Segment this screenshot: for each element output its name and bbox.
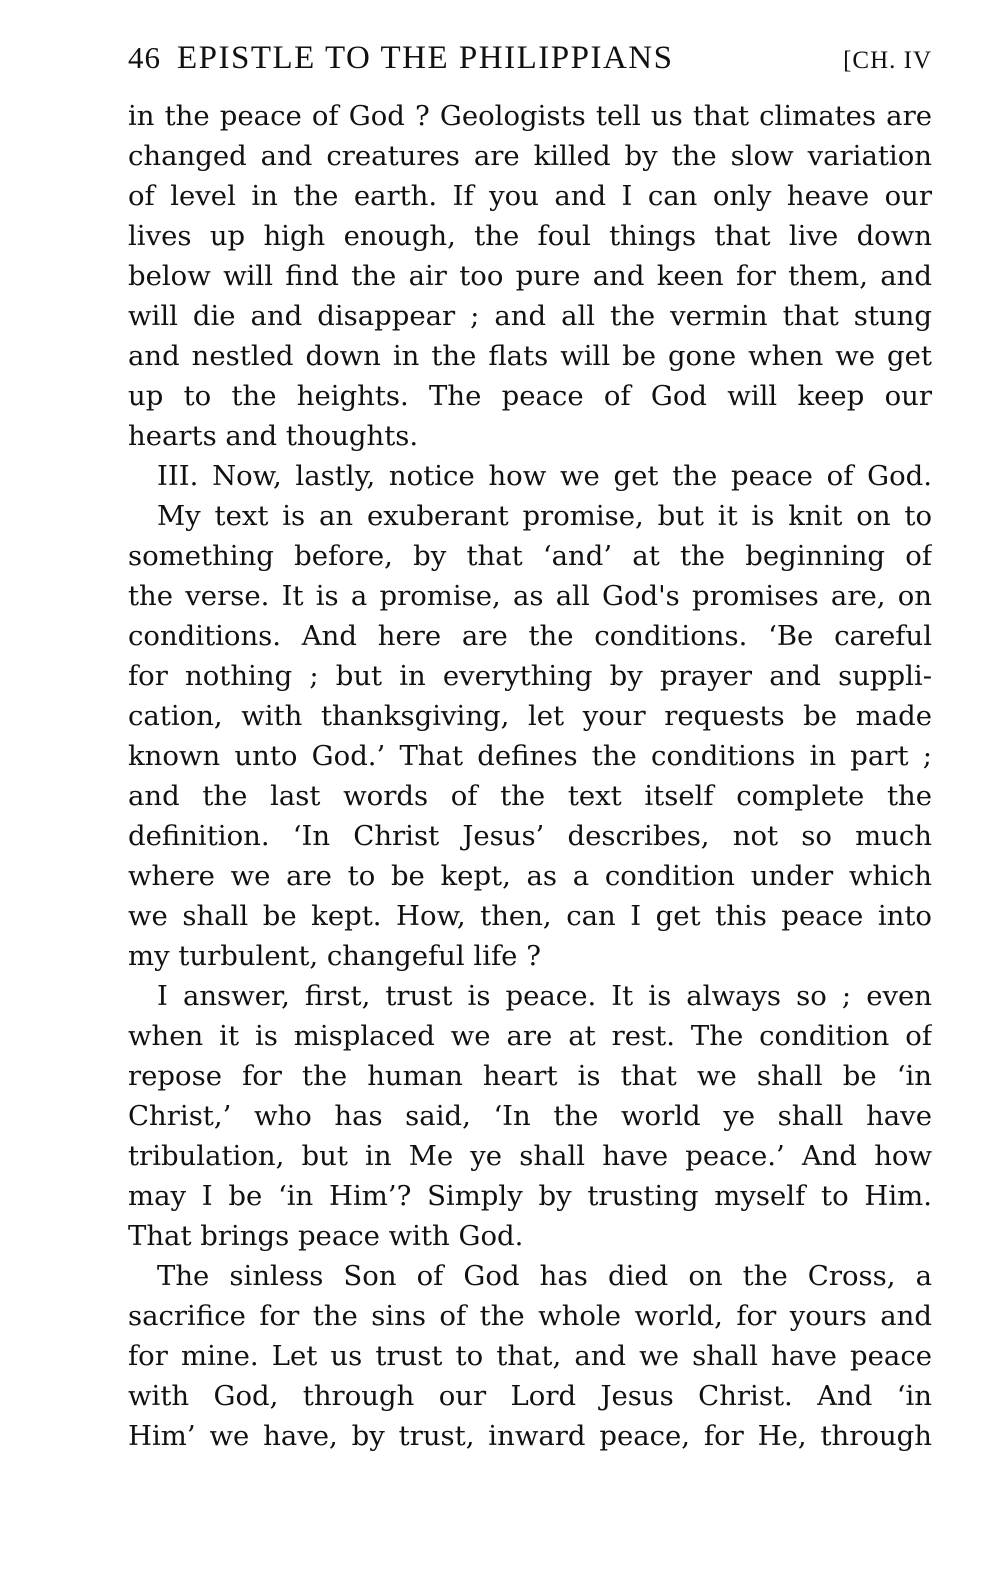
text-line: repose for the human heart is that we shall be ‘in bbox=[128, 1060, 932, 1092]
text-line: where we are to be kept, as a condition under which bbox=[128, 860, 932, 892]
text-line: with God, through our Lord Jesus Christ. And ‘in bbox=[128, 1380, 932, 1412]
book-page bbox=[128, 40, 932, 1456]
paragraph-first-line: My text is an exuberant promise, but it is knit on to bbox=[157, 500, 932, 532]
text-line: will die and disappear ; and all the vermin that stung bbox=[128, 300, 932, 332]
text-line: hearts and thoughts. bbox=[128, 420, 419, 452]
text-line: conditions. And here are the conditions. ‘Be careful bbox=[128, 620, 932, 652]
text-line: Him’ we have, by trust, inward peace, for He, through bbox=[128, 1420, 932, 1452]
paragraph-first-line: III. Now, lastly, notice how we get the peace of God. bbox=[157, 460, 932, 492]
text-line: the verse. It is a promise, as all God's promises are, on bbox=[128, 580, 932, 612]
running-title: EPISTLE TO THE PHILIPPIANS bbox=[177, 40, 674, 76]
text-line: tribulation, but in Me ye shall have peace.’ And how bbox=[128, 1140, 932, 1172]
text-line: my turbulent, changeful life ? bbox=[128, 940, 541, 972]
text-line: changed and creatures are killed by the slow variation bbox=[128, 140, 932, 172]
text-line: That brings peace with God. bbox=[128, 1220, 524, 1252]
text-line: for mine. Let us trust to that, and we shall have peace bbox=[128, 1340, 932, 1372]
text-line: definition. ‘In Christ Jesus’ describes, not so much bbox=[128, 820, 932, 852]
text-line: and the last words of the text itself complete the bbox=[128, 780, 932, 812]
chapter-marker: [CH. IV bbox=[843, 47, 932, 74]
body-text bbox=[128, 96, 932, 1456]
text-line: for nothing ; but in everything by prayer and suppli- bbox=[128, 660, 932, 692]
text-line: something before, by that ‘and’ at the beginning of bbox=[128, 540, 932, 572]
text-line: Christ,’ who has said, ‘In the world ye shall have bbox=[128, 1100, 932, 1132]
text-line: up to the heights. The peace of God will keep our bbox=[128, 380, 932, 412]
text-line: when it is misplaced we are at rest. The condition of bbox=[128, 1020, 932, 1052]
paragraph-first-line: I answer, first, trust is peace. It is always so ; even bbox=[157, 980, 932, 1012]
page-number: 46 bbox=[128, 40, 161, 75]
text-line: cation, with thanksgiving, let your requests be made bbox=[128, 700, 932, 732]
text-line: of level in the earth. If you and I can only heave our bbox=[128, 180, 932, 212]
text-line: in the peace of God ? Geologists tell us that climates are bbox=[128, 100, 932, 132]
text-line: and nestled down in the flats will be gone when we get bbox=[128, 340, 932, 372]
text-line: below will find the air too pure and keen for them, and bbox=[128, 260, 932, 292]
paragraph-first-line: The sinless Son of God has died on the Cross, a bbox=[157, 1260, 932, 1292]
running-head bbox=[128, 40, 932, 96]
text-line: we shall be kept. How, then, can I get this peace into bbox=[128, 900, 932, 932]
text-line: may I be ‘in Him’? Simply by trusting myself to Him. bbox=[128, 1180, 932, 1212]
text-line: known unto God.’ That defines the conditions in part ; bbox=[128, 740, 932, 772]
text-line: sacrifice for the sins of the whole world, for yours and bbox=[128, 1300, 932, 1332]
text-line: lives up high enough, the foul things that live down bbox=[128, 220, 932, 252]
